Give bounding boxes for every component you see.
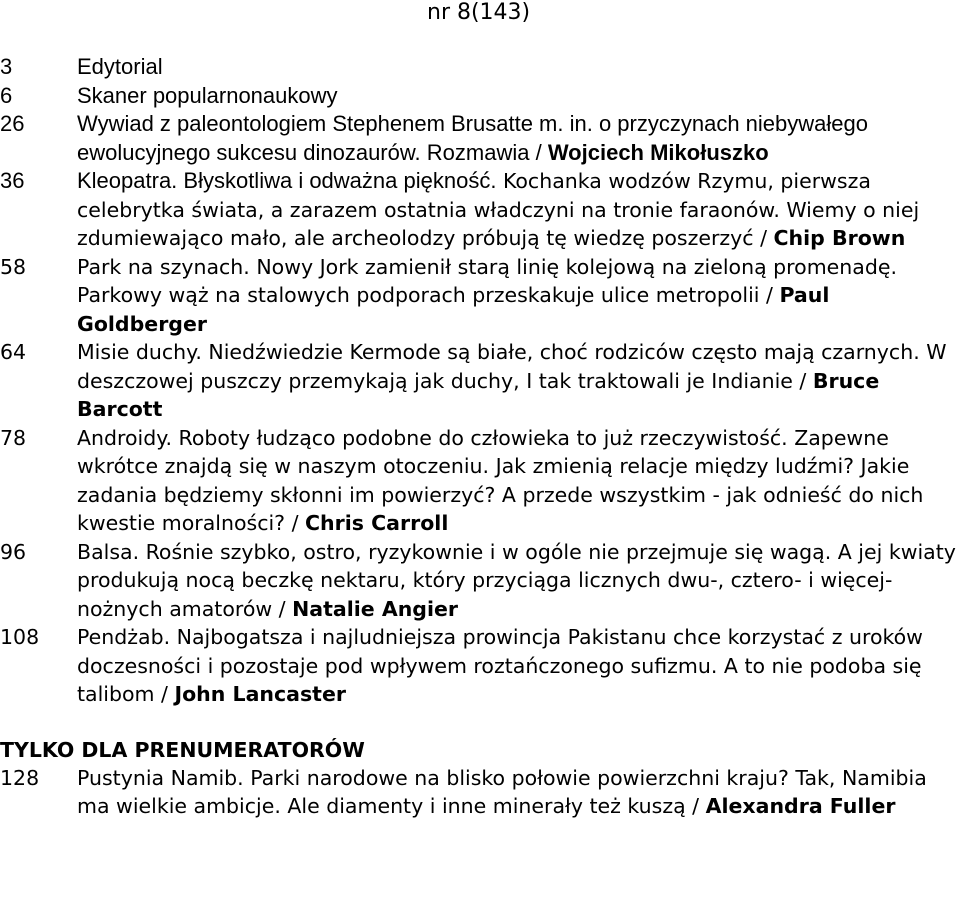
- page-number: 58: [0, 254, 27, 279]
- entry-text: [77, 623, 960, 709]
- page-number: 36: [0, 168, 25, 193]
- toc-entry: [0, 764, 960, 821]
- entry-description: Pustynia Namib. Parki narodowe na blisko połowie powierzchni kraju? Tak, Namibia ma wielkie ambicje. Ale diamenty i inne minerały też kuszą /: [77, 765, 927, 818]
- entry-author: Chris Carroll: [305, 511, 449, 535]
- toc-entry: [0, 167, 960, 253]
- entry-text: [77, 338, 960, 424]
- entry-text: [77, 253, 960, 339]
- issue-number: nr 8(143): [427, 0, 531, 25]
- page-number: 6: [0, 82, 13, 108]
- entry-author: Natalie Angier: [292, 596, 459, 621]
- entry-description: Pendżab. Najbogatsza i najludniejsza prowincja Pakistanu chce korzystać z uroków doczesności i pozostaje pod wpływem roztańczonego sufizmu. A to nie podoba się talibom /: [77, 625, 923, 706]
- entry-author: Alexandra Fuller: [705, 794, 896, 818]
- entry-author: Chip Brown: [773, 226, 906, 250]
- entry-text: [77, 424, 960, 538]
- table-of-contents: [0, 53, 960, 821]
- entry-text: [77, 764, 960, 821]
- page-number: 64: [0, 340, 27, 364]
- entry-title: Kleopatra. Błyskotliwa i odważna piękność.: [77, 168, 497, 193]
- entry-description: Kochanka wodzów Rzymu, pierwsza celebrytka świata, a zarazem ostatnia władczyni na tronie faraonów. Wiemy o niej zdumiewająco mało, ale archeolodzy próbują tę wiedzę poszerzyć /: [77, 169, 920, 250]
- toc-entry: [0, 538, 960, 624]
- toc-entry: [0, 53, 960, 82]
- page-number: 96: [0, 539, 27, 564]
- entry-description: Wywiad z paleontologiem Stephenem Brusatte m. in. o przyczynach niebywałego ewolucyjnego sukcesu dinozaurów. Rozmawia /: [77, 111, 868, 165]
- page-number: 108: [0, 625, 40, 649]
- entry-description: Park na szynach. Nowy Jork zamienił starą linię kolejową na zieloną promenadę. Parkowy wąż na stalowych podporach przeskakuje ulice metropolii /: [77, 254, 897, 307]
- toc-entry: [0, 253, 960, 339]
- toc-entry: [0, 424, 960, 538]
- entry-text: [77, 110, 960, 167]
- entry-author: Wojciech Mikołuszko: [547, 139, 769, 165]
- toc-entry: [0, 338, 960, 424]
- toc-entry: [0, 82, 960, 111]
- page-number: 128: [0, 765, 40, 790]
- entry-title: Skaner popularnonaukowy: [77, 82, 338, 108]
- subscribers-section-title: TYLKO DLA PRENUMERATORÓW: [0, 737, 365, 762]
- entry-description: Balsa. Rośnie szybko, ostro, ryzykownie i w ogóle nie przejmuje się wagą. A jej kwiaty produkują nocą beczkę nektaru, który przyciąga licznych dwu-, cztero- i więcej-nożnych amatorów /: [77, 539, 956, 621]
- entry-text: [77, 538, 960, 624]
- toc-entry: [0, 623, 960, 709]
- entry-description: Misie duchy. Niedźwiedzie Kermode są białe, choć rodziców często mają czarnych. W deszczowej puszczy przemykają jak duchy, I tak traktowali je Indianie /: [77, 340, 947, 393]
- entry-author: Paul Goldberger: [77, 283, 830, 336]
- toc-entry: [0, 110, 960, 167]
- page-number: 78: [0, 425, 27, 450]
- entry-text: [77, 167, 960, 253]
- page-number: 26: [0, 111, 25, 136]
- page-number: 3: [0, 54, 13, 79]
- entry-title: Edytorial: [77, 54, 163, 79]
- entry-description: Androidy. Roboty łudząco podobne do człowieka to już rzeczywistość. Zapewne wkrótce znajdą się w naszym otoczeniu. Jak zmienią relacje między ludźmi? Jakie zadania będziemy skłonni im powierzyć? A przede wszystkim - jak odnieść do nich kwestie moralności? /: [77, 425, 924, 535]
- entry-author: Bruce Barcott: [77, 368, 880, 421]
- entry-author: John Lancaster: [174, 682, 346, 706]
